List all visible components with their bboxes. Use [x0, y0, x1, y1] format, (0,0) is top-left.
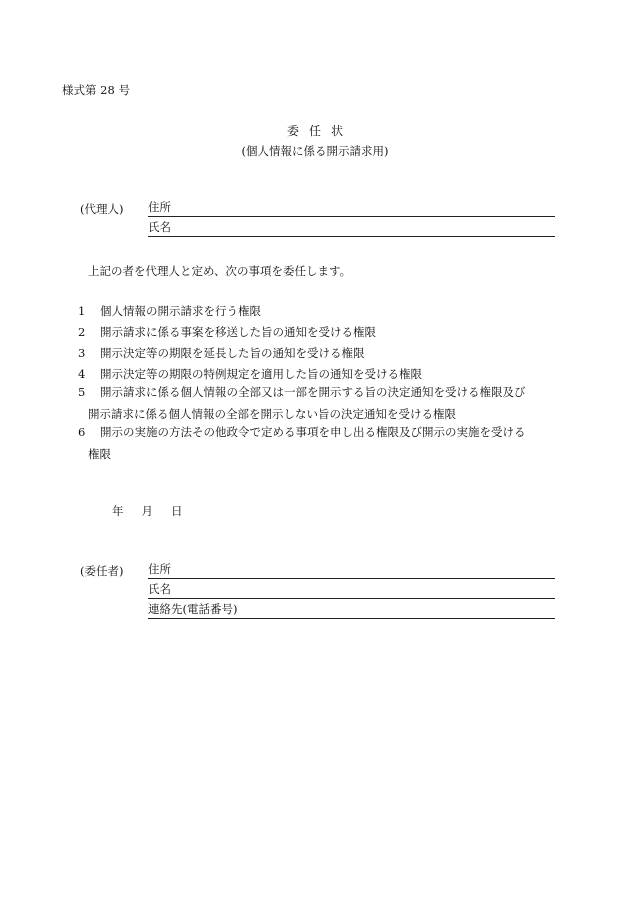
list-item: [78, 421, 578, 465]
item-text-continued: 開示請求に係る個人情報の全部を開示しない旨の決定通知を受ける権限: [88, 407, 456, 421]
item-text: 開示の実施の方法その他政令で定める事項を申し出る権限及び開示の実施を受ける: [100, 425, 526, 439]
item-text: 個人情報の開示請求を行う権限: [100, 304, 261, 318]
item-text-continued: 権限: [88, 447, 111, 461]
document-title: 委任状: [286, 124, 353, 138]
list-item: [78, 342, 578, 364]
principal-address-field[interactable]: [148, 562, 555, 579]
list-item: [78, 321, 578, 343]
item-text: 開示決定等の期限の特例規定を適用した旨の通知を受ける権限: [100, 367, 422, 381]
agent-name-field[interactable]: [148, 220, 555, 237]
agent-address-field[interactable]: [148, 200, 555, 217]
item-number: 3: [78, 346, 86, 360]
item-number: 1: [78, 304, 86, 318]
principal-address-label: 住所: [148, 562, 171, 577]
item-number: 4: [78, 367, 86, 381]
date-line: [112, 504, 193, 519]
item-number: 6: [78, 425, 86, 439]
date-day: 日: [171, 504, 183, 518]
form-number: 様式第 28 号: [62, 83, 130, 97]
date-month: 月: [141, 504, 153, 518]
agent-address-label: 住所: [148, 200, 171, 215]
principal-name-label: 氏名: [148, 582, 171, 597]
item-text: 開示請求に係る個人情報の全部又は一部を開示する旨の決定通知を受ける権限及び: [100, 385, 526, 399]
document-subtitle: (個人情報に係る開示請求用): [241, 144, 389, 158]
item-text: 開示請求に係る事案を移送した旨の通知を受ける権限: [100, 325, 376, 339]
item-text: 開示決定等の期限を延長した旨の通知を受ける権限: [100, 346, 365, 360]
agent-label: (代理人): [80, 202, 124, 216]
list-item: [78, 381, 578, 425]
agent-name-label: 氏名: [148, 220, 171, 235]
delegation-statement: 上記の者を代理人と定め、次の事項を委任します。: [88, 264, 352, 278]
date-year: 年: [112, 504, 124, 518]
principal-name-field[interactable]: [148, 582, 555, 599]
item-number: 2: [78, 325, 86, 339]
item-number: 5: [78, 385, 86, 399]
principal-contact-label: 連絡先(電話番号): [148, 602, 238, 617]
list-item: [78, 300, 578, 322]
principal-contact-field[interactable]: [148, 602, 555, 619]
principal-label: (委任者): [80, 564, 124, 578]
